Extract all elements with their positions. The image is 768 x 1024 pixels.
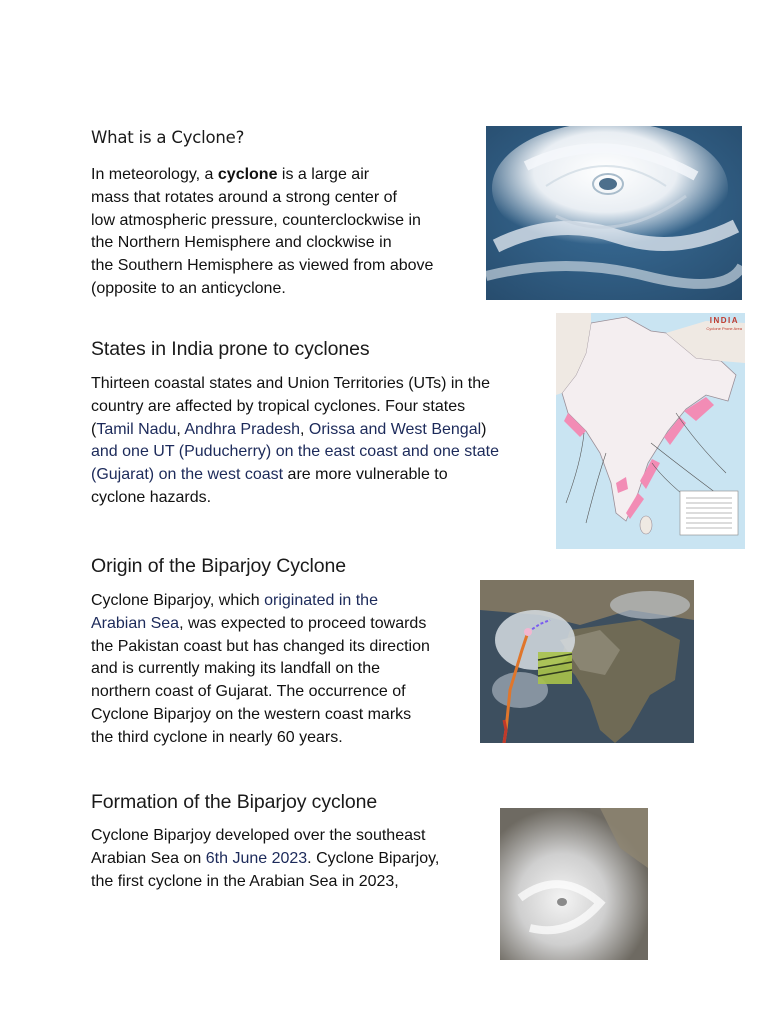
text-run: northern coast of Gujarat. The occurrence of: [91, 683, 406, 701]
highlighted-text: Orissa and West Bengal: [308, 420, 482, 438]
text-run: In meteorology, a: [91, 166, 218, 183]
text-run: Arabian Sea on: [91, 849, 206, 867]
text-line: [91, 441, 551, 464]
text-line: [91, 278, 476, 301]
heading-states-prone: States in India prone to cyclones: [91, 338, 370, 360]
text-run: cyclone hazards.: [91, 488, 212, 506]
text-line: [91, 210, 476, 233]
highlighted-text: 6th June 2023: [205, 849, 308, 867]
text-line: [91, 636, 476, 659]
paragraph-origin-biparjoy: [91, 590, 476, 750]
india-cyclone-prone-map: [556, 313, 745, 549]
text-line: [91, 396, 551, 419]
text-line: [91, 373, 551, 396]
text-run: are more vulnerable to: [283, 466, 448, 484]
text-run: is a large air: [277, 166, 370, 183]
text-run: Cyclone Biparjoy developed over the southeast: [91, 827, 426, 844]
bold-term: cyclone: [217, 166, 278, 183]
text-line: [91, 464, 551, 487]
text-line: [91, 727, 476, 750]
heading-what-is-cyclone: What is a Cyclone?: [91, 128, 245, 147]
text-run: the Southern Hemisphere as viewed from above: [91, 257, 434, 275]
text-line: [91, 487, 551, 510]
biparjoy-formation-satellite-image: [500, 808, 648, 960]
text-run: the Pakistan coast but has changed its direction: [91, 637, 430, 655]
map-title: INDIA: [709, 316, 739, 325]
paragraph-formation-biparjoy: [91, 825, 476, 893]
paragraph-what-is-cyclone: [91, 164, 476, 301]
heading-origin-biparjoy: Origin of the Biparjoy Cyclone: [91, 555, 346, 577]
text-run: mass that rotates around a strong center of: [91, 188, 397, 206]
cyclone-satellite-image: [486, 126, 742, 300]
text-run: ): [481, 420, 487, 438]
text-run: , was expected to proceed towards: [179, 614, 427, 632]
text-run: country are affected by tropical cyclones. Four states: [91, 397, 466, 415]
text-line: [91, 419, 551, 442]
text-line: [91, 164, 476, 187]
text-run: ,: [300, 420, 309, 438]
text-line: [91, 848, 476, 871]
text-run: the third cyclone in nearly 60 years.: [91, 728, 343, 746]
text-line: [91, 590, 476, 613]
text-run: (: [91, 420, 97, 438]
text-line: [91, 681, 476, 704]
text-run: Thirteen coastal states and Union Territories (UTs) in the: [91, 375, 490, 392]
highlighted-text: Tamil Nadu: [96, 420, 177, 438]
text-run: the Northern Hemisphere and clockwise in: [91, 234, 392, 252]
text-run: (opposite to an anticyclone.: [91, 279, 286, 297]
text-line: [91, 613, 476, 636]
text-line: [91, 255, 476, 278]
highlighted-text: and one UT (Puducherry) on the east coast and one state: [91, 443, 499, 461]
text-line: [91, 232, 476, 255]
text-run: . Cyclone Biparjoy,: [307, 849, 440, 867]
biparjoy-track-satellite-image: [480, 580, 694, 743]
heading-formation-biparjoy: Formation of the Biparjoy cyclone: [91, 791, 378, 813]
text-line: [91, 825, 476, 848]
text-run: Cyclone Biparjoy, which: [91, 592, 265, 609]
paragraph-states-prone: [91, 373, 551, 510]
highlighted-text: originated in the: [264, 592, 378, 609]
text-run: low atmospheric pressure, counterclockwise in: [91, 211, 421, 229]
text-run: ,: [176, 420, 185, 438]
text-run: and is currently making its landfall on the: [91, 660, 381, 678]
text-run: the first cyclone in the Arabian Sea in 2023,: [91, 872, 399, 890]
map-subtitle: Cyclone Prone Area: [706, 326, 742, 331]
text-line: [91, 871, 476, 894]
highlighted-text: (Gujarat) on the west coast: [91, 466, 284, 484]
highlighted-text: Arabian Sea: [91, 614, 180, 632]
text-line: [91, 704, 476, 727]
text-line: [91, 658, 476, 681]
text-run: Cyclone Biparjoy on the western coast marks: [91, 705, 412, 723]
text-line: [91, 187, 476, 210]
highlighted-text: Andhra Pradesh: [184, 420, 301, 438]
